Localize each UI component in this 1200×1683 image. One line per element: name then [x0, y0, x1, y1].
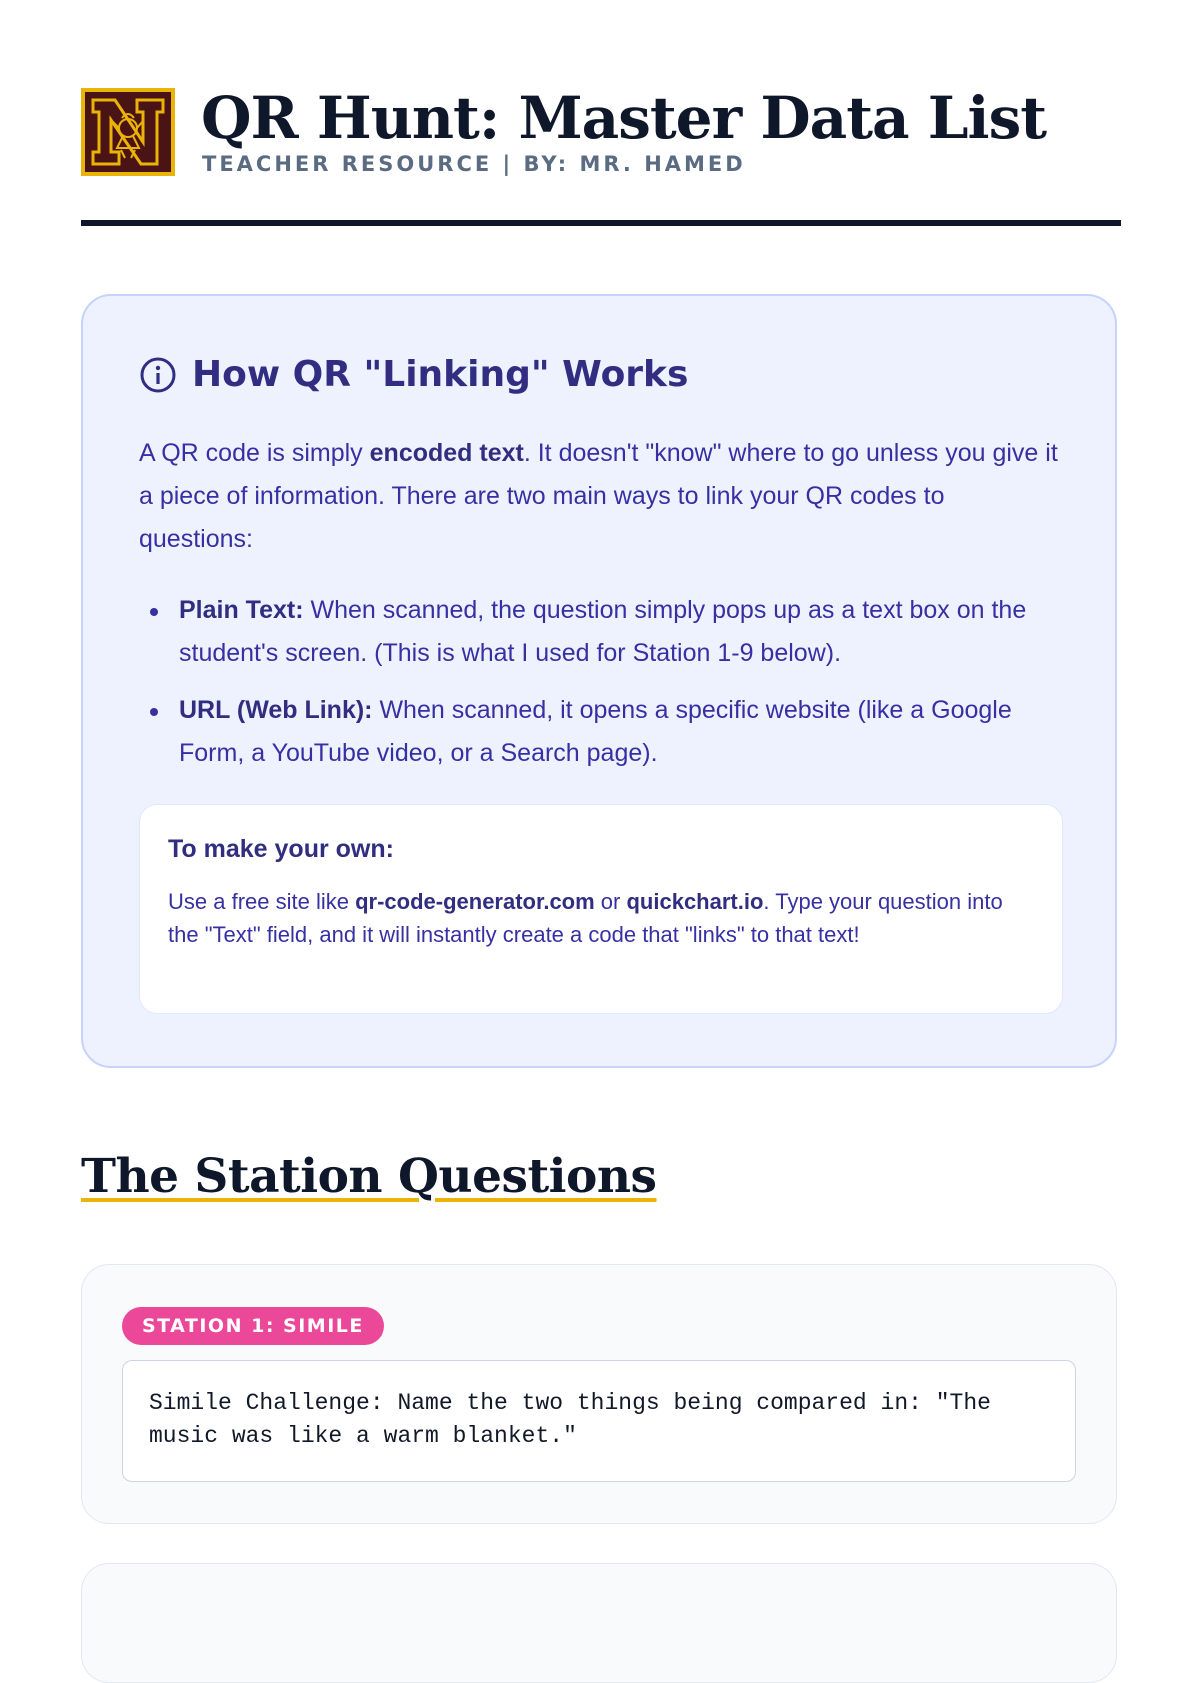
- list-item-label: URL (Web Link):: [179, 696, 373, 724]
- list-item: [139, 689, 1059, 775]
- info-title: How QR "Linking" Works: [192, 354, 689, 395]
- station-badge: STATION 1: SIMILE: [122, 1307, 384, 1345]
- station-card: [81, 1264, 1117, 1524]
- info-heading: [139, 354, 688, 395]
- info-box: [81, 294, 1117, 1068]
- station-card: [81, 1563, 1117, 1683]
- info-icon: [139, 356, 177, 394]
- list-item: [139, 589, 1059, 675]
- list-item-text: When scanned, the question simply pops up as a text box on the student's screen. (This is what I used for Station 1-9 below).: [179, 596, 1027, 667]
- list-item-label: Plain Text:: [179, 596, 304, 624]
- intro-emphasis: encoded text: [369, 439, 524, 467]
- make-your-own-text: [168, 885, 1028, 951]
- make-your-own-title: To make your own:: [168, 835, 394, 863]
- header-divider: [81, 220, 1121, 226]
- info-intro: [139, 432, 1059, 561]
- school-logo: [81, 88, 175, 176]
- make-text: Use a free site like: [168, 889, 356, 914]
- page-header: [81, 86, 1121, 226]
- page-title: QR Hunt: Master Data List: [201, 84, 1047, 152]
- station-question: Simile Challenge: Name the two things being compared in: "The music was like a warm blanket.": [122, 1360, 1076, 1482]
- site-name: qr-code-generator.com: [355, 889, 595, 914]
- site-name: quickchart.io: [626, 889, 764, 914]
- make-your-own-box: [139, 804, 1063, 1014]
- intro-text: A QR code is simply: [139, 439, 370, 467]
- section-title: The Station Questions: [81, 1149, 657, 1204]
- page-subtitle: TEACHER RESOURCE | BY: MR. HAMED: [202, 152, 746, 176]
- intro-text: . It doesn't "know" where to go unless you give it a piece of information. There are two main ways to link your QR codes to questions:: [139, 439, 1058, 553]
- make-text: . Type your question into the "Text" field, and it will instantly create a code that "links" to that text!: [168, 889, 1003, 947]
- linking-methods-list: [139, 589, 1059, 789]
- make-text: or: [594, 889, 627, 914]
- list-item-text: When scanned, it opens a specific website (like a Google Form, a YouTube video, or a Search page).: [179, 696, 1012, 767]
